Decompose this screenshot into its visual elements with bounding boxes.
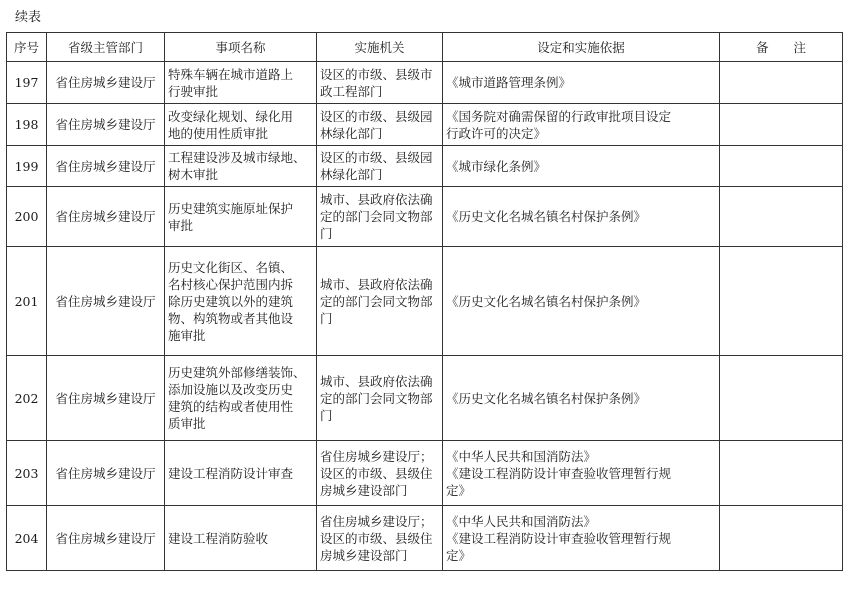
cell-dept: 省住房城乡建设厅 [47, 104, 165, 146]
cell-item [165, 104, 317, 146]
cell-org-line: 城市、县政府依法确 [320, 192, 433, 207]
cell-item-line: 历史建筑实施原址保护 [168, 200, 294, 216]
table-row [7, 146, 843, 187]
cell-basis [443, 441, 720, 506]
cell-seq: 204 [7, 506, 47, 571]
cell-note [720, 247, 843, 356]
cell-basis-line: 定》 [446, 547, 472, 563]
cell-basis-line: 《建设工程消防设计审查验收管理暂行规 [446, 465, 672, 481]
cell-basis [443, 356, 720, 441]
cell-note [720, 146, 843, 187]
cell-item [165, 441, 317, 506]
cell-item-line: 建筑的结构或者使用性 [168, 399, 294, 414]
cell-seq: 202 [7, 356, 47, 441]
cell-org-line: 房城乡建设部门 [320, 547, 408, 563]
cell-org-line: 设区的市级、县级住 [320, 465, 433, 481]
cell-org-line: 省住房城乡建设厅； [320, 448, 433, 464]
cell-org-line: 设区的市级、县级园 [320, 108, 433, 124]
cell-org-line: 定的部门会同文物部 [320, 293, 433, 309]
cell-basis-line: 《城市道路管理条例》 [446, 75, 572, 90]
cell-item-line: 建设工程消防设计审查 [168, 465, 294, 481]
table-row [7, 62, 843, 104]
cell-org-line: 门 [320, 407, 333, 423]
cell-org-line: 设区的市级、县级市 [320, 66, 433, 82]
cell-basis-line: 《历史文化名城名镇名村保护条例》 [446, 293, 647, 309]
cell-item-line: 地的使用性质审批 [168, 125, 269, 141]
cell-basis [443, 247, 720, 356]
cell-basis-line: 行政许可的决定》 [446, 125, 547, 141]
cell-dept: 省住房城乡建设厅 [47, 62, 165, 104]
cell-item [165, 247, 317, 356]
cell-basis-line: 《国务院对确需保留的行政审批项目设定 [446, 108, 672, 124]
cell-dept: 省住房城乡建设厅 [47, 187, 165, 247]
cell-seq: 200 [7, 187, 47, 247]
cell-basis-line: 《历史文化名城名镇名村保护条例》 [446, 390, 647, 406]
header-seq: 序号 [7, 33, 47, 62]
header-item: 事项名称 [165, 33, 317, 62]
cell-org-line: 林绿化部门 [320, 125, 383, 141]
cell-org [317, 506, 443, 571]
cell-basis-line: 《城市绿化条例》 [446, 158, 547, 174]
cell-basis-line: 《历史文化名城名镇名村保护条例》 [446, 209, 647, 224]
cell-dept: 省住房城乡建设厅 [47, 506, 165, 571]
cell-org-line: 省住房城乡建设厅； [320, 513, 433, 529]
cell-org-line: 城市、县政府依法确 [320, 373, 433, 389]
cell-item-line: 添加设施以及改变历史 [168, 382, 294, 397]
cell-org [317, 146, 443, 187]
cell-note [720, 356, 843, 441]
cell-basis [443, 104, 720, 146]
table-header-row [7, 33, 843, 62]
cell-org-line: 门 [320, 226, 333, 241]
cell-org [317, 62, 443, 104]
cell-item-line: 历史文化街区、名镇、 [168, 259, 294, 275]
header-note: 备 注 [720, 33, 843, 62]
cell-org-line: 定的部门会同文物部 [320, 390, 433, 406]
cell-org [317, 356, 443, 441]
cell-seq: 199 [7, 146, 47, 187]
cell-note [720, 441, 843, 506]
cell-org [317, 187, 443, 247]
cell-dept: 省住房城乡建设厅 [47, 356, 165, 441]
cell-seq: 197 [7, 62, 47, 104]
cell-dept: 省住房城乡建设厅 [47, 146, 165, 187]
table-row [7, 247, 843, 356]
cell-note [720, 62, 843, 104]
table-row [7, 356, 843, 441]
cell-seq: 201 [7, 247, 47, 356]
cell-item-line: 审批 [168, 217, 194, 233]
cell-item [165, 62, 317, 104]
cell-org-line: 定的部门会同文物部 [320, 209, 433, 224]
cell-item [165, 506, 317, 571]
table-caption: 续表 [15, 10, 42, 25]
cell-item-line: 历史建筑外部修缮装饰、 [168, 365, 306, 380]
cell-item [165, 187, 317, 247]
cell-org-line: 政工程部门 [320, 83, 383, 99]
cell-org-line: 城市、县政府依法确 [320, 276, 433, 292]
cell-org-line: 设区的市级、县级园 [320, 150, 433, 165]
cell-seq: 203 [7, 441, 47, 506]
approval-items-table [6, 32, 843, 571]
cell-item-line: 名村核心保护范围内拆 [168, 276, 294, 292]
cell-item-line: 行驶审批 [168, 83, 219, 99]
cell-seq: 198 [7, 104, 47, 146]
cell-org [317, 104, 443, 146]
cell-dept: 省住房城乡建设厅 [47, 247, 165, 356]
cell-item [165, 356, 317, 441]
cell-org [317, 247, 443, 356]
cell-basis [443, 506, 720, 571]
table-row [7, 187, 843, 247]
cell-item-line: 除历史建筑以外的建筑 [168, 293, 294, 309]
cell-item [165, 146, 317, 187]
header-org: 实施机关 [317, 33, 443, 62]
cell-item-line: 施审批 [168, 327, 206, 343]
cell-org-line: 房城乡建设部门 [320, 482, 408, 498]
cell-org-line: 林绿化部门 [320, 167, 383, 182]
table-row [7, 104, 843, 146]
cell-item-line: 物、构筑物或者其他设 [168, 310, 294, 326]
cell-note [720, 506, 843, 571]
cell-item-line: 质审批 [168, 416, 206, 431]
cell-basis-line: 《中华人民共和国消防法》 [446, 513, 597, 529]
cell-org [317, 441, 443, 506]
cell-basis [443, 146, 720, 187]
cell-item-line: 改变绿化规划、绿化用 [168, 108, 294, 124]
cell-item-line: 特殊车辆在城市道路上 [168, 66, 294, 82]
cell-org-line: 设区的市级、县级住 [320, 530, 433, 546]
header-dept: 省级主管部门 [47, 33, 165, 62]
cell-dept: 省住房城乡建设厅 [47, 441, 165, 506]
cell-basis [443, 187, 720, 247]
cell-basis-line: 定》 [446, 482, 472, 498]
table-row [7, 441, 843, 506]
cell-note [720, 104, 843, 146]
cell-item-line: 建设工程消防验收 [168, 530, 269, 546]
header-basis: 设定和实施依据 [443, 33, 720, 62]
cell-item-line: 树木审批 [168, 167, 219, 182]
table-body [7, 62, 843, 571]
cell-basis-line: 《中华人民共和国消防法》 [446, 448, 597, 464]
cell-note [720, 187, 843, 247]
cell-item-line: 工程建设涉及城市绿地、 [168, 150, 306, 165]
cell-org-line: 门 [320, 310, 333, 326]
cell-basis [443, 62, 720, 104]
cell-basis-line: 《建设工程消防设计审查验收管理暂行规 [446, 530, 672, 546]
table-row [7, 506, 843, 571]
